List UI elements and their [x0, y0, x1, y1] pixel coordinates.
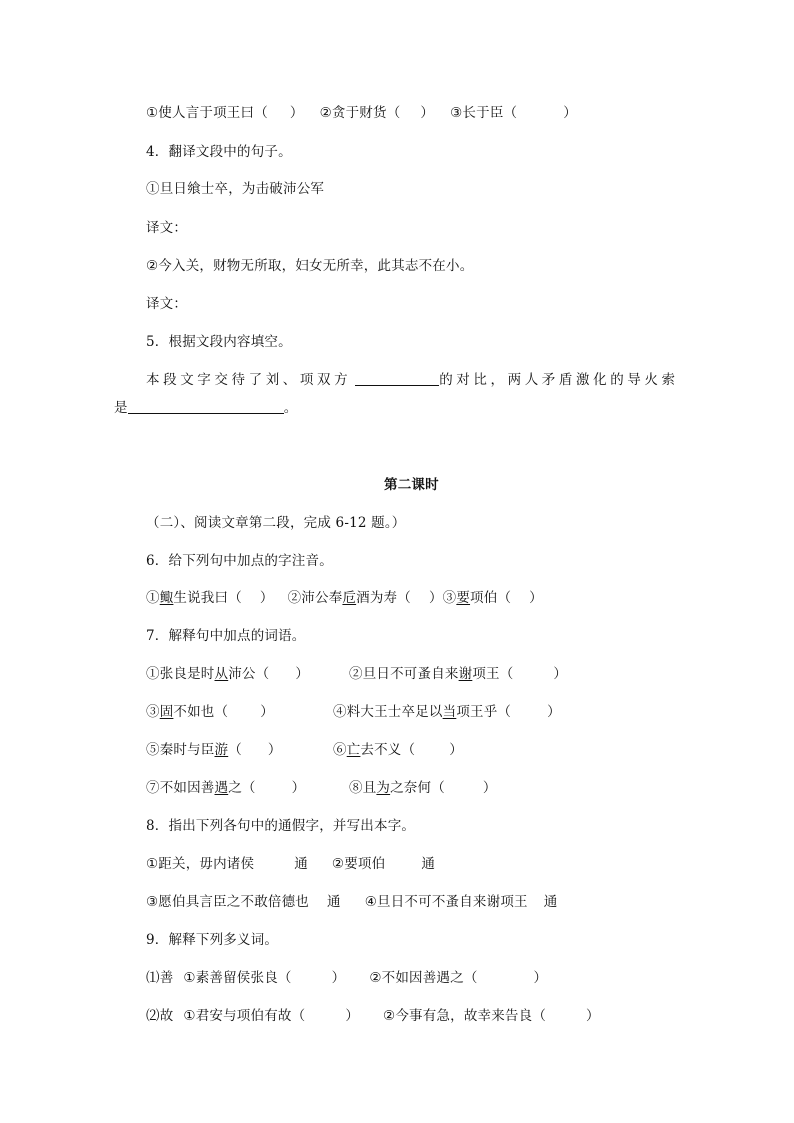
item-b: ②贪于财货（: [319, 105, 401, 121]
dotted-char: 鲰: [159, 590, 174, 606]
q8-title: 8．指出下列各句中的通假字，并写出本字。: [146, 818, 416, 834]
q7-row-1b: ②旦日不可蚤自来谢项王（ ）: [349, 666, 568, 682]
section-intro: （二）、阅读文章第二段，完成 6-12 题。）: [146, 515, 406, 531]
q5-blank-1[interactable]: [355, 371, 439, 386]
item-c: ③长于臣（: [450, 105, 518, 121]
q7-row-2: ③固不如也（ ）: [146, 704, 274, 720]
q5-blank-2[interactable]: [128, 399, 284, 414]
dotted-char: 要: [456, 590, 471, 606]
q6-title: 6．给下列句中加点的字注音。: [146, 553, 333, 569]
top-items-line: ①使人言于项王曰（ ） ②贪于财货（ ） ③长于臣（ ）: [146, 105, 577, 121]
q7-title: 7．解释句中加点的词语。: [146, 628, 306, 644]
q6-items: ①鲰生说我曰（ ） ②沛公奉卮酒为寿（ ）③要项伯（ ）: [146, 590, 543, 606]
q9-title: 9．解释下列多义词。: [146, 932, 279, 948]
q4-translation-label-1: 译文：: [146, 220, 188, 236]
q7-row-4: ⑦不如因善遇之（ ）: [146, 780, 306, 796]
item-a: ①使人言于项王曰（: [146, 105, 268, 121]
q7-row-1: ①张良是时从沛公（ ）: [146, 666, 310, 682]
q4-sentence-1: ①旦日飨士卒，为击破沛公军: [146, 181, 325, 197]
q7-row-3: ⑤秦时与臣游（ ）: [146, 742, 282, 758]
q5-line-2: 是 。: [114, 400, 298, 416]
dotted-char: 卮: [342, 590, 357, 606]
q4-sentence-2: ②今入关，财物无所取，妇女无所幸，此其志不在小。: [146, 258, 474, 274]
q8-row-1: ①距关，毋内诸侯 通 ②要项伯 通: [146, 856, 436, 872]
q4-translation-label-2: 译文：: [146, 296, 188, 312]
q4-title: 4．翻译文段中的句子。: [146, 144, 292, 160]
q9-row-2: ⑵故 ①君安与项伯有故（ ） ②今事有急，故幸来告良（ ）: [146, 1008, 600, 1024]
q9-row-1: ⑴善 ①素善留侯张良（ ） ②不如因善遇之（ ）: [146, 970, 548, 986]
q7-row-4b: ⑧且为之奈何（ ）: [349, 780, 497, 796]
q7-row-2b: ④料大王士卒足以当项王乎（ ）: [333, 704, 561, 720]
q8-row-2: ③愿伯具言臣之不敢倍德也 通 ④旦日不可不蚤自来谢项王 通: [146, 894, 558, 910]
q7-row-3b: ⑥亡去不义（ ）: [333, 742, 463, 758]
q5-line-1: 本段文字交待了刘、项双方 的对比，两人矛盾激化的导火索: [146, 372, 679, 388]
section-title: 第二课时: [384, 477, 439, 493]
q5-title: 5．根据文段内容填空。: [146, 334, 292, 350]
